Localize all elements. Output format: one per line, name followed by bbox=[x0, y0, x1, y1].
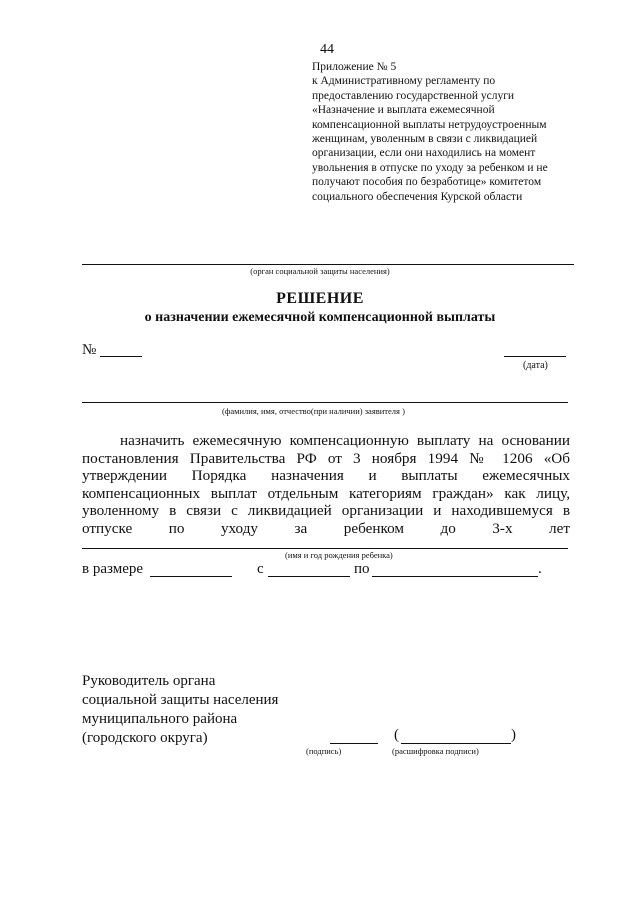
to-date-field bbox=[372, 576, 538, 577]
decode-close-paren: ) bbox=[511, 727, 516, 743]
to-label: по bbox=[354, 561, 370, 577]
date-caption: (дата) bbox=[523, 360, 548, 371]
appendix-line: «Назначение и выплата ежемесячной bbox=[312, 104, 495, 117]
appendix-line: Приложение № 5 bbox=[312, 61, 397, 73]
decision-body bbox=[82, 432, 570, 538]
page-number: 44 bbox=[320, 42, 334, 57]
signatory-line: социальной защиты населения bbox=[82, 692, 279, 708]
appendix-line: компенсационной выплаты нетрудоустроенным bbox=[312, 118, 547, 131]
signatory-block bbox=[82, 672, 278, 748]
from-date-field bbox=[268, 576, 350, 577]
applicant-underline bbox=[82, 402, 568, 403]
from-label: с bbox=[257, 561, 264, 577]
amount-label: в размере bbox=[82, 561, 144, 577]
end-period: . bbox=[538, 561, 542, 577]
body-line: компенсационных выплат отдельным категориям граждан» как лицу, bbox=[82, 484, 570, 502]
signatory-line: (городского округа) bbox=[82, 730, 208, 746]
signatory-line: Руководитель органа bbox=[82, 673, 216, 689]
document-subtitle: о назначении ежемесячной компенсационной выплаты bbox=[144, 310, 496, 325]
child-caption: (имя и год рождения ребенка) bbox=[285, 550, 393, 560]
appendix-line: организации, если они находились на момент bbox=[312, 147, 536, 160]
signatory-line: муниципального района bbox=[82, 711, 238, 727]
appendix-line: женщинам, уволенным в связи с ликвидацией bbox=[312, 133, 538, 146]
signature-caption: (подпись) bbox=[306, 746, 342, 756]
document-title: РЕШЕНИЕ bbox=[276, 290, 364, 307]
body-line: утверждении Порядка назначения и выплаты ежемесячных bbox=[82, 467, 570, 485]
body-line: назначить ежемесячную компенсационную выплату на основании bbox=[120, 432, 570, 449]
authority-caption: (орган социальной защиты населения) bbox=[250, 266, 390, 276]
child-underline bbox=[82, 548, 568, 549]
decision-number-label: № bbox=[82, 342, 97, 358]
appendix-line: к Административному регламенту по bbox=[312, 75, 496, 88]
amount-field bbox=[150, 576, 232, 577]
body-line: уволенному в связи с ликвидацией организации и находившемуся в bbox=[82, 502, 570, 520]
body-line: отпуске по уходу за ребенком до 3-х лет bbox=[82, 519, 570, 537]
date-field bbox=[504, 356, 566, 357]
decision-number-field bbox=[100, 356, 142, 357]
appendix-header bbox=[312, 60, 582, 204]
decode-open-paren: ( bbox=[394, 727, 399, 743]
appendix-line: социального обеспечения Курской области bbox=[312, 190, 523, 203]
signature-decode-field bbox=[401, 743, 511, 744]
authority-underline bbox=[82, 264, 574, 265]
appendix-line: получают пособия по безработице» комитетом bbox=[312, 176, 542, 189]
appendix-line: увольнения в отпуске по уходу за ребенком и не bbox=[312, 161, 548, 174]
signature-field bbox=[330, 743, 378, 744]
body-line: постановления Правительства РФ от 3 ноября 1994 № 1206 «Об bbox=[82, 449, 570, 467]
applicant-caption: (фамилия, имя, отчество(при наличии) заявителя ) bbox=[222, 406, 405, 416]
appendix-line: предоставлению государственной услуги bbox=[312, 89, 515, 102]
signature-decode-caption: (расшифровка подписи) bbox=[392, 746, 479, 756]
